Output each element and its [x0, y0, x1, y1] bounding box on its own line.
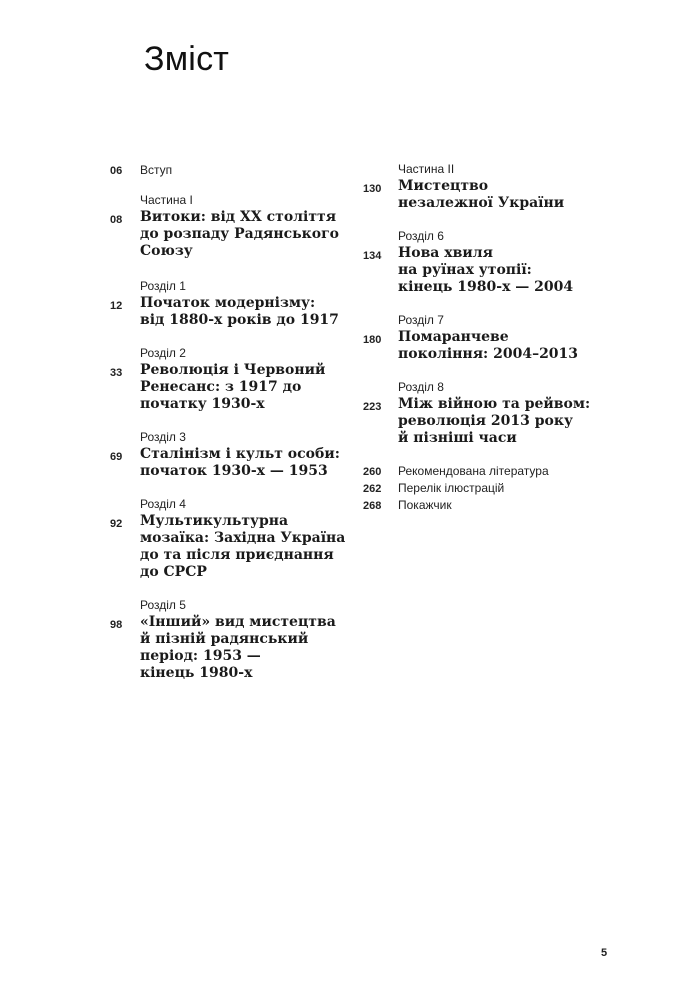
entry-title-line: Мистецтво	[398, 178, 489, 194]
entry-title-line: Витоки: від ХХ століття	[140, 209, 337, 225]
chapter-label: Розділ 5	[140, 598, 186, 612]
entry-title: Перелік ілюстрацій	[398, 481, 505, 495]
entry-title-line: до розпаду Радянського	[140, 226, 340, 242]
entry-title-line: початок 1930-х — 1953	[140, 463, 328, 479]
chapter-label: Розділ 6	[398, 229, 444, 243]
chapter-label: Розділ 8	[398, 380, 444, 394]
entry-title-line: кінець 1980-х	[140, 665, 253, 681]
entry-title-line: кінець 1980-х — 2004	[398, 279, 574, 295]
entry-title-line: Між війною та рейвом:	[398, 396, 591, 412]
page-title: Зміст	[144, 40, 230, 78]
chapter-label: Розділ 1	[140, 279, 186, 293]
page-number-footer: 5	[601, 947, 608, 959]
entry-title-line: Початок модернізму:	[140, 295, 316, 311]
page-number: 130	[363, 183, 382, 195]
chapter-label: Розділ 3	[140, 430, 186, 444]
page-number: 69	[110, 451, 123, 463]
page-number: 180	[363, 334, 382, 346]
part-label: Частина I	[140, 193, 193, 207]
chapter-label: Розділ 2	[140, 346, 186, 360]
entry-title-line: Сталінізм і культ особи:	[140, 446, 340, 462]
entry-title: Покажчик	[398, 498, 452, 512]
page-number: 98	[110, 619, 123, 631]
entry-title: Рекомендована література	[398, 464, 549, 478]
entry-title-line: до та після приєднання	[140, 547, 334, 563]
entry-title-line: до СРСР	[140, 564, 207, 580]
page-number: 33	[110, 367, 123, 379]
entry-title-line: Мультикультурна	[140, 513, 289, 529]
page-number: 08	[110, 214, 123, 226]
entry-title-line: й пізніші часи	[398, 430, 517, 446]
entry-title-line: Помаранчеве	[398, 329, 509, 345]
page-number: 06	[110, 165, 123, 177]
entry-title: Вступ	[140, 163, 173, 177]
entry-title-line: від 1880-х років до 1917	[140, 312, 339, 328]
entry-title-line: на руїнах утопії:	[398, 262, 532, 278]
page-number: 268	[363, 500, 382, 512]
entry-title-line: незалежної України	[398, 195, 565, 211]
entry-title-line: й пізній радянський	[140, 631, 309, 647]
page-number: 223	[363, 401, 382, 413]
page-number: 92	[110, 518, 123, 530]
entry-title-line: Революція і Червоний	[140, 362, 326, 378]
entry-title-line: Союзу	[140, 243, 193, 259]
page-number: 262	[363, 483, 382, 495]
entry-title-line: Нова хвиля	[398, 245, 493, 261]
entry-title-line: період: 1953 —	[140, 648, 261, 664]
chapter-label: Розділ 4	[140, 497, 186, 511]
page-number: 134	[363, 250, 382, 262]
entry-title-line: «Інший» вид мистецтва	[140, 614, 336, 630]
entry-title-line: покоління: 2004–2013	[398, 346, 579, 362]
entry-title-line: Ренесанс: з 1917 до	[140, 379, 302, 395]
chapter-label: Розділ 7	[398, 313, 444, 327]
page-number: 260	[363, 466, 382, 478]
entry-title-line: мозаїка: Західна Україна	[140, 530, 346, 546]
page-number: 12	[110, 300, 123, 312]
entry-title-line: революція 2013 року	[398, 413, 573, 429]
part-label: Частина II	[398, 162, 455, 176]
entry-title-line: початку 1930-х	[140, 396, 265, 412]
